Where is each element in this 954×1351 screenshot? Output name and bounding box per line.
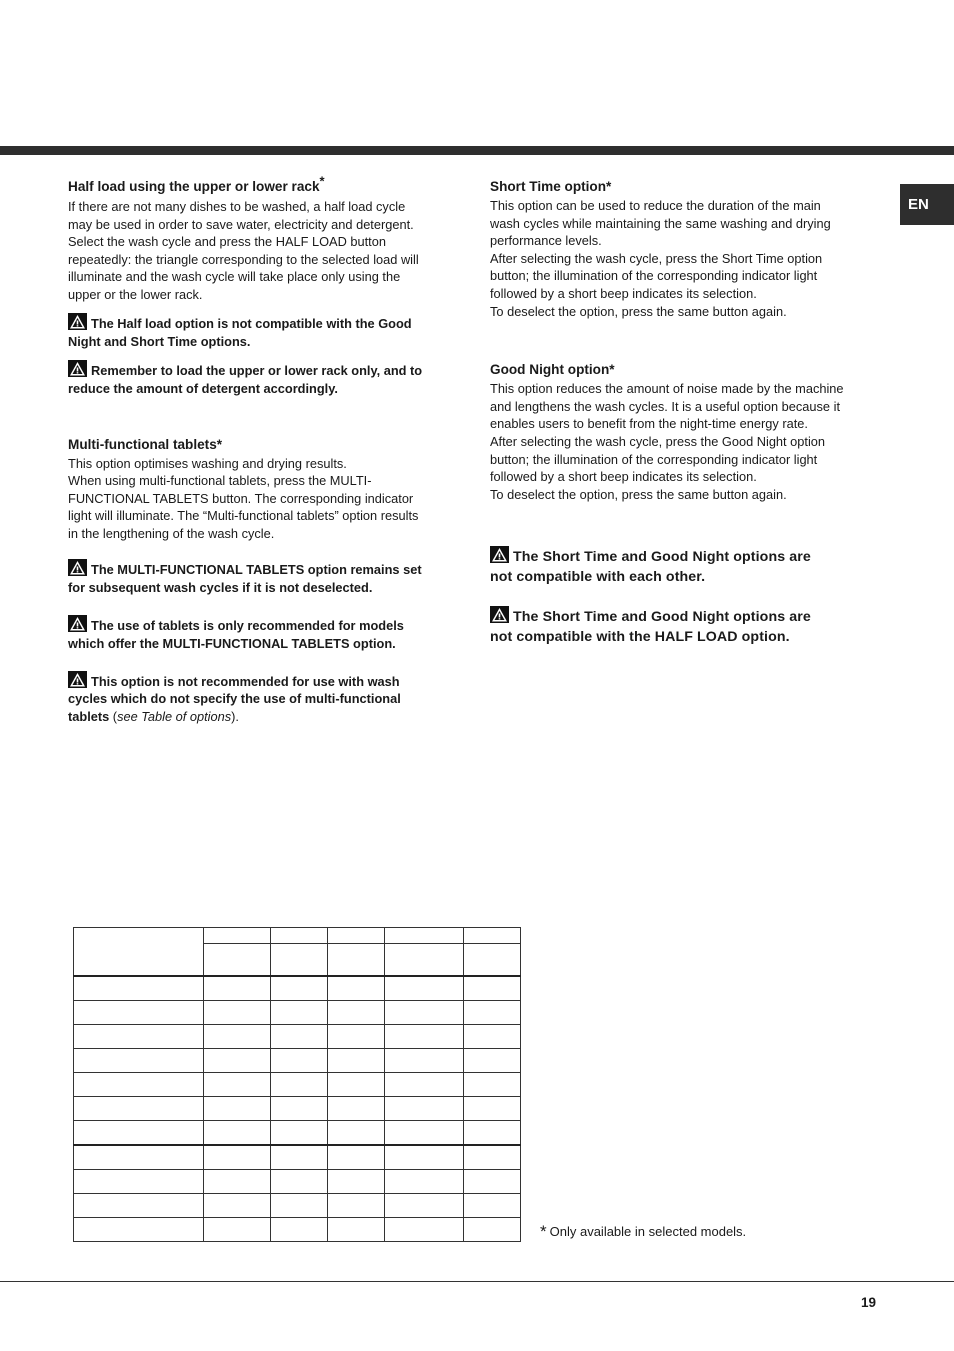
table-cell — [271, 928, 328, 944]
body-line: After selecting the wash cycle, press the Short Time option — [490, 250, 823, 266]
table-cell — [271, 1073, 328, 1097]
warning-text: This option is not recommended for use with wash — [91, 673, 400, 689]
good-night-section — [490, 361, 868, 503]
table-row — [74, 976, 521, 1001]
warning-triangle-icon — [68, 671, 87, 688]
table-cell — [464, 1073, 521, 1097]
body-line: wash cycles while maintaining the same washing and drying — [490, 215, 831, 231]
multi-tablets-body — [68, 455, 451, 543]
table-cell — [464, 1097, 521, 1121]
table-cell — [271, 1170, 328, 1194]
table-cell — [74, 1121, 204, 1146]
table-cell — [271, 976, 328, 1001]
body-line: light will illuminate. The “Multi-functional tablets” option results — [68, 508, 419, 524]
options-grid — [73, 927, 521, 1242]
table-cell — [204, 944, 271, 977]
table-cell — [204, 1073, 271, 1097]
table-cell — [204, 1025, 271, 1049]
table-row — [74, 1001, 521, 1025]
warning-note — [68, 615, 451, 654]
table-cell — [204, 1218, 271, 1242]
body-line: This option can be used to reduce the duration of the main — [490, 198, 821, 213]
table-cell — [271, 1145, 328, 1170]
table-cell — [271, 944, 328, 977]
table-cell — [328, 1170, 385, 1194]
warning-text: ( — [109, 708, 118, 724]
body-line: and lengthens the wash cycles. It is a useful option because it — [490, 398, 840, 414]
warning-text: tablets — [68, 708, 110, 724]
table-cell — [204, 1194, 271, 1218]
warning-text: not compatible with each other. — [490, 568, 706, 585]
warning-text: ). — [231, 708, 239, 724]
asterisk-mark: * — [319, 173, 325, 189]
body-line: After selecting the wash cycle, press the Good Night option — [490, 433, 826, 449]
table-row — [74, 1073, 521, 1097]
body-line: followed by a short beep indicates its selection. — [490, 285, 757, 301]
warning-triangle-icon — [490, 546, 509, 563]
table-cell — [74, 1170, 204, 1194]
warning-text: The Short Time and Good Night options are — [513, 609, 811, 626]
table-cell — [464, 1218, 521, 1242]
table-cell — [385, 1097, 464, 1121]
right-column — [490, 178, 868, 647]
body-line: button; the illumination of the corresponding indicator light — [490, 451, 818, 467]
body-line: may be used in order to save water, electricity and detergent. — [68, 216, 414, 232]
table-row — [74, 1218, 521, 1242]
table-cell — [464, 1145, 521, 1170]
table-cell — [271, 1121, 328, 1146]
table-cell — [385, 1049, 464, 1073]
footnote — [540, 1222, 746, 1242]
table-cell — [74, 1097, 204, 1121]
body-line: enables users to benefit from the night-time energy rate. — [490, 416, 808, 432]
table-cell — [74, 1145, 204, 1170]
good-night-heading: Good Night option* — [490, 362, 615, 378]
warning-note — [490, 606, 868, 647]
table-cell — [464, 1025, 521, 1049]
table-cell — [464, 1121, 521, 1146]
table-cell — [271, 1001, 328, 1025]
warning-text: Night and Short Time options. — [68, 334, 251, 350]
warning-text: The use of tablets is only recommended for models — [91, 617, 404, 633]
table-cell — [464, 1170, 521, 1194]
table-cell — [464, 944, 521, 977]
table-row — [74, 1097, 521, 1121]
body-line: To deselect the option, press the same button again. — [490, 303, 787, 319]
options-table — [73, 927, 521, 1242]
half-load-body — [68, 198, 451, 304]
table-cell — [385, 1194, 464, 1218]
table-cell — [204, 1121, 271, 1146]
warning-text: cycles which do not specify the use of multi-functional — [68, 691, 401, 707]
table-cell — [204, 1049, 271, 1073]
warning-triangle-icon — [68, 615, 87, 632]
table-cell — [204, 1001, 271, 1025]
table-cell — [328, 928, 385, 944]
table-cell — [328, 1218, 385, 1242]
table-cell — [464, 976, 521, 1001]
warning-triangle-icon — [68, 559, 87, 576]
table-cell — [328, 1097, 385, 1121]
good-night-body — [490, 380, 868, 503]
table-cell — [328, 1121, 385, 1146]
body-line: performance levels. — [490, 233, 602, 249]
table-row — [74, 1194, 521, 1218]
body-line: When using multi-functional tablets, press the MULTI- — [68, 473, 372, 489]
body-line: FUNCTIONAL TABLETS button. The corresponding indicator — [68, 490, 414, 506]
half-load-heading: Half load using the upper or lower rack* — [68, 173, 325, 194]
table-cell — [385, 928, 464, 944]
table-header-row — [74, 928, 521, 944]
warning-text: The Half load option is not compatible with the Good — [91, 315, 412, 331]
footer-rule — [0, 1281, 954, 1282]
page-number: 19 — [861, 1295, 877, 1310]
table-cell — [204, 1145, 271, 1170]
table-cell — [385, 1145, 464, 1170]
warning-text: The Short Time and Good Night options are — [513, 549, 811, 566]
table-cell — [464, 1194, 521, 1218]
table-cell — [328, 1025, 385, 1049]
table-row — [74, 1145, 521, 1170]
table-cell — [74, 976, 204, 1001]
warning-text: reduce the amount of detergent accordingly. — [68, 381, 338, 397]
table-cell — [464, 1049, 521, 1073]
warning-note — [68, 671, 451, 726]
table-of-options-reference: see Table of options — [117, 708, 232, 724]
warning-note — [68, 559, 451, 598]
table-cell — [328, 944, 385, 977]
table-cell — [385, 1073, 464, 1097]
warning-triangle-icon — [68, 360, 87, 377]
table-row — [74, 1170, 521, 1194]
table-cell — [271, 1097, 328, 1121]
warning-note — [490, 546, 868, 587]
table-cell — [271, 1049, 328, 1073]
short-time-section — [490, 178, 868, 320]
table-cell — [74, 1001, 204, 1025]
table-cell — [271, 1218, 328, 1242]
warning-text: for subsequent wash cycles if it is not deselected. — [68, 580, 373, 596]
table-cell — [464, 928, 521, 944]
table-cell — [385, 976, 464, 1001]
language-tab-label: EN — [908, 196, 929, 213]
multi-functional-tablets-heading: Multi-functional tablets* — [68, 436, 223, 452]
table-cell — [74, 1049, 204, 1073]
body-line: upper or the lower rack. — [68, 286, 203, 302]
warning-triangle-icon — [68, 313, 87, 330]
body-line: button; the illumination of the corresponding indicator light — [490, 268, 818, 284]
warning-note — [68, 313, 451, 352]
table-cell — [328, 1145, 385, 1170]
table-row — [74, 1049, 521, 1073]
warning-text: not compatible with the HALF LOAD option. — [490, 628, 790, 645]
short-time-heading: Short Time option* — [490, 179, 612, 194]
footnote-text: Only available in selected models. — [549, 1224, 747, 1239]
body-line: Select the wash cycle and press the HALF LOAD button — [68, 234, 386, 250]
table-cell — [385, 1218, 464, 1242]
table-cell — [385, 944, 464, 977]
table-cell — [328, 976, 385, 1001]
body-line: repeatedly: the triangle corresponding to the selected load will — [68, 251, 419, 267]
half-load-section — [68, 173, 451, 399]
table-cell — [74, 1025, 204, 1049]
warning-text: which offer the MULTI-FUNCTIONAL TABLETS option. — [68, 636, 396, 652]
table-cell — [328, 1073, 385, 1097]
table-cell — [385, 1001, 464, 1025]
table-cell — [271, 1194, 328, 1218]
table-cell — [204, 1097, 271, 1121]
multi-functional-tablets-section — [68, 436, 451, 726]
body-line: illuminate and the wash cycle will take place only using the — [68, 269, 401, 285]
body-line: in the lengthening of the wash cycle. — [68, 525, 275, 541]
warning-text: Remember to load the upper or lower rack only, and to — [91, 362, 423, 378]
table-cell — [74, 1073, 204, 1097]
table-cell — [204, 976, 271, 1001]
body-line: This option optimises washing and drying results. — [68, 455, 347, 471]
table-cell — [74, 1218, 204, 1242]
left-column — [68, 173, 451, 725]
table-cell — [385, 1170, 464, 1194]
table-cell — [74, 1194, 204, 1218]
asterisk-mark: * — [540, 1222, 547, 1241]
warning-text: The MULTI-FUNCTIONAL TABLETS option remains set — [91, 561, 422, 577]
table-cell — [464, 1001, 521, 1025]
body-line: followed by a short beep indicates its selection. — [490, 469, 757, 485]
warning-note — [68, 360, 451, 399]
table-cell — [271, 1025, 328, 1049]
table-row — [74, 1121, 521, 1146]
warning-triangle-icon — [490, 606, 509, 623]
table-cell — [328, 1194, 385, 1218]
body-line: If there are not many dishes to be washed, a half load cycle — [68, 199, 406, 214]
language-tab — [900, 184, 954, 225]
body-line: This option reduces the amount of noise made by the machine — [490, 381, 844, 397]
table-cell — [74, 928, 204, 977]
table-cell — [385, 1025, 464, 1049]
table-cell — [385, 1121, 464, 1146]
body-line: To deselect the option, press the same button again. — [490, 486, 787, 502]
table-row — [74, 1025, 521, 1049]
table-cell — [328, 1001, 385, 1025]
table-cell — [204, 928, 271, 944]
table-cell — [328, 1049, 385, 1073]
table-cell — [204, 1170, 271, 1194]
header-band — [0, 146, 954, 155]
short-time-body — [490, 197, 868, 320]
